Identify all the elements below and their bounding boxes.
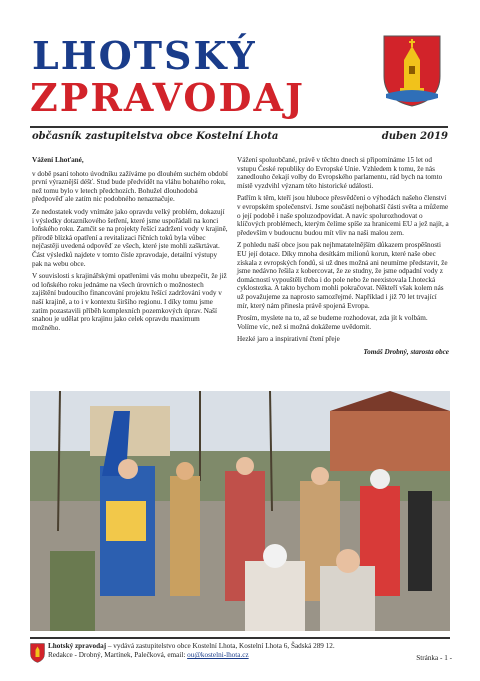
title-line2: ZPRAVODAJ: [30, 75, 305, 120]
right-paragraph-5: Hezké jaro a inspirativní čtení přeje: [237, 335, 340, 344]
footer: [48, 642, 452, 660]
left-paragraph-1: v době psaní tohoto úvodníku zažíváme po dlouhém suchém období první výraznější déšť. Stud bude předvídět na vláhu bohatého roku, než tomu bylo v letech předchozích. Bohužel dlouhodobá předpověď ale zatím nic podobného nenaznačuje.: [32, 169, 228, 204]
coat-of-arms-icon: [382, 34, 442, 108]
page-number: Stránka - 1 -: [416, 654, 452, 662]
footer-editors: Redakce - Drobný, Martínek, Palečková, email:: [48, 651, 188, 659]
signature: Tomáš Drobný, starosta obce: [363, 347, 449, 356]
left-paragraph-3: V souvislosti s krajinářskými opatřeními vás mohu ubezpečit, že již od loňského roku jednáme na všech úrovních o možnostech zajištění budoucího financování projektu řešící zadržování vody v naší krajině, a to i v kontextu širšího regionu. I díky tomu jsme zatím pozastavili příběh komplexních pozemkových úprav. Naší snahou je udělat pro krajinu jako celek opravdu maximum možného.: [32, 272, 227, 332]
masthead: [0, 0, 480, 130]
header-rule: [30, 126, 448, 128]
footer-rule: [30, 637, 450, 639]
right-paragraph-2: Patřím k těm, kteří jsou hluboce přesvědčeni o výhodách našeho členství v evropském společenství. Jsme součástí nejbohatší části světa a můžeme o její podobě i naše spoluzodpovídat. A navíc spolurozhodovat o klíčových problémech, kterým čelíme spíše za hranicemi EU a jež najít, a především v budoucnu budou mít vliv na naši malou zem.: [237, 194, 449, 237]
right-column: [237, 156, 449, 360]
carnival-photo: [30, 391, 450, 631]
right-paragraph-4: Prosím, myslete na to, až se budeme rozhodovat, zda jít k volbám. Volíme víc, než si možná dokážeme uvědomit.: [237, 314, 428, 331]
subtitle: občasník zastupitelstva obce Kostelní Lhota: [32, 131, 279, 142]
issue-date: duben 2019: [381, 131, 448, 142]
footer-email-link[interactable]: ou@kostelni-lhota.cz: [187, 651, 249, 659]
footer-publisher: Lhotský zpravodaj: [48, 642, 107, 650]
left-column: [32, 156, 228, 336]
greeting: Vážení Lhoťané,: [32, 156, 84, 164]
right-paragraph-3: Z pohledu naší obce jsou pak nejhmatatelnějším důkazem prospěšnosti EU její dotace. Díky mnoha desítkám milionů korun, které naše obec získala z evropských fondů, si už dnes možná ani neumíme představit, že jsme nedávno řešila z kobercovat, že ze studny, že jsme odpadní vody z domácností vypouštěli třeba i do pole nebo že neexistovala Lhotecká cyklostezka. A takto bychom mohli pokračovat. Někteří však kolem nás už považujeme za naprosto samozřejmé. Například i již 70 let trvající mír, který nám přinesla právě spojená Evropa.: [237, 241, 448, 310]
title-line1: LHOTSKÝ: [32, 33, 257, 78]
footer-publisher-rest: – vydává zastupitelstvo obce Kostelní Lhota, Kostelní Lhota 6, Šadská 289 12.: [106, 642, 335, 650]
left-paragraph-2: Ze nedostatek vody vnímáte jako opravdu velký problém, dokazují i výsledky dotazníkového šetření, které jsme uspořádali na konci loňského roku. Zamčit se na projekty řešící zadržení vody v krajině, přírodě blízká opatření a revitalizaci říčních toků byla vůbec nejčastěji uvedená odpověď ze všech, které jste mohli zaškrtávat. Část výsledků najdete v tomto čísle zpravodaje, detailní výstupy pak na webu obce.: [32, 207, 228, 268]
footer-crest-icon: [30, 643, 45, 663]
right-paragraph-1: Vážení spoluobčané, právě v těchto dnech si připomínáme 15 let od vstupu České republiky do Evropské Unie. Vzhledem k tomu, že nás zanedlouho čekají volby do Evropského parlamentu, rád bych na tomto místě vyzdvihl význam této historické události.: [237, 156, 443, 190]
